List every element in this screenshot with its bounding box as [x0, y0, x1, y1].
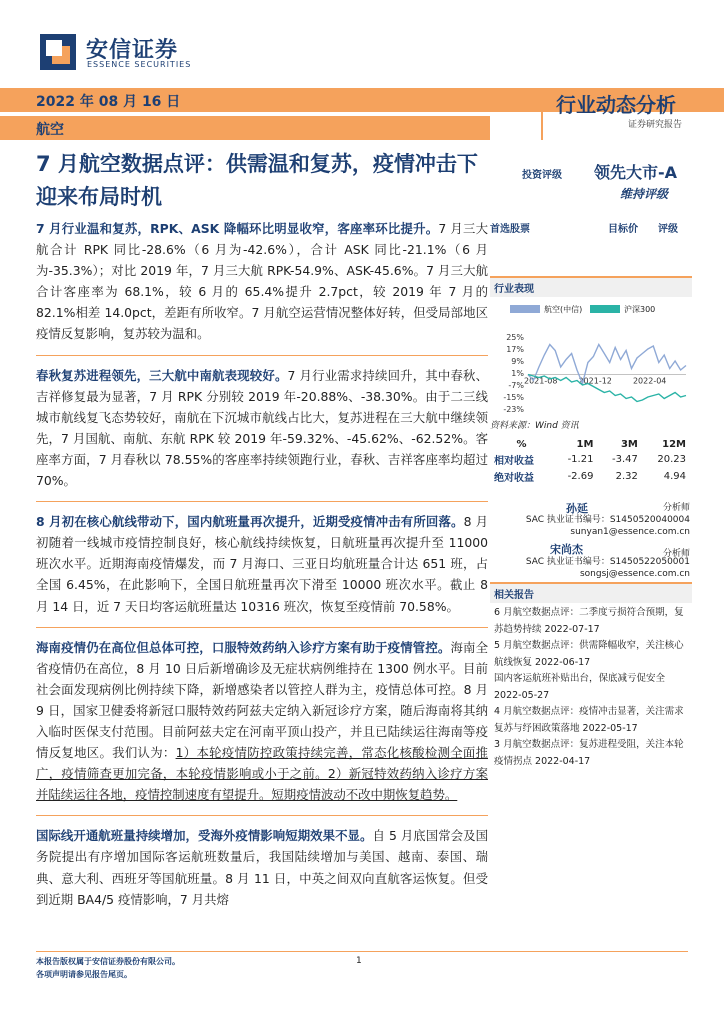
divider	[36, 815, 488, 816]
rating-value: 领先大市-A	[594, 163, 678, 182]
sector-label: 航空	[36, 122, 64, 138]
table-head: 12M	[662, 439, 686, 450]
footer-disclaimer	[36, 955, 180, 981]
report-subtype: 证券研究报告	[628, 120, 683, 130]
report-date: 2022 年 08 月 16 日	[36, 94, 181, 110]
cell: -3.47	[612, 454, 638, 465]
page-number: 1	[356, 956, 362, 966]
x-tick-label: 2022-04	[632, 376, 667, 386]
row-label: 绝对收益	[494, 473, 534, 484]
related-title: 相关报告	[490, 582, 692, 603]
y-tick-label: -7%	[508, 381, 524, 390]
table-row	[490, 451, 690, 468]
return-table-wrap	[490, 438, 700, 485]
analyst-title: 分析师	[662, 503, 690, 513]
rating-label: 投资评级	[522, 170, 562, 181]
brand-name-en: ESSENCE SECURITIES	[87, 60, 192, 69]
paragraph-2	[36, 365, 488, 492]
paragraph-lead: 7 月行业温和复苏，RPK、ASK 降幅环比明显收窄，客座率环比提升。	[36, 221, 439, 236]
paragraph-3	[36, 511, 488, 616]
stock-col-3: 评级	[658, 224, 678, 235]
analyst-email[interactable]: songsj@essence.com.cn	[579, 569, 690, 579]
paragraph-lead: 国际线开通航班量持续增加，受海外疫情影响短期效果不显。	[36, 828, 373, 844]
return-table	[490, 438, 690, 485]
y-tick-label: -15%	[503, 393, 524, 402]
rating-sub: 维持评级	[620, 187, 669, 201]
related-report-item[interactable]: 3 月航空数据点评：复苏进程受阻，关注本轮疫情拐点 2022-04-17	[494, 739, 684, 767]
main-body	[36, 218, 488, 922]
y-tick-label: 1%	[511, 369, 524, 378]
legend-label: 航空(中信)	[544, 305, 583, 314]
paragraph-lead: 海南疫情仍在高位但总体可控，口服特效药纳入诊疗方案有助于疫情管控。	[36, 639, 451, 655]
paragraph-text: 海南全省疫情仍在高位，8 月 10 日后新增确诊及无症状病例维持在 1300 例水平。目前社会面发现病例比例持续下降，新增感染者以管控人群为主，疫情总体可控。8 月 9 日，国家卫健委将新冠口服特效药阿兹夫定纳入新冠诊疗方案，随后海南将其纳入临时医保支付范围。目前阿兹夫定在河南平顶山投产，并且已陆续运往海南等疫情反复地区。我们认为：	[36, 639, 489, 761]
paragraph-text: 8 月初随着一线城市疫情控制良好，核心航线持续恢复，日航班量再次提升至 11000 班次水平。近期海南疫情爆发，而 7 月海口、三亚日均航班量合计达 651 班，占全国 6.45%，在此影响下，全国日航班量再次下滑至 10000 班次水平。截止 8 月 14 日，近 7 天日均客运航班量达 10316 班次，恢复至疫情前 70.58%。	[36, 514, 488, 614]
essence-logo-icon	[40, 34, 76, 70]
legend-label: 沪深300	[624, 305, 656, 314]
industry-performance-chart	[490, 297, 692, 415]
analyst-sac: SAC 执业证书编号：S1450522050001	[525, 557, 690, 567]
divider	[36, 627, 488, 628]
y-tick-label: 17%	[506, 345, 524, 354]
divider	[36, 355, 488, 356]
related-report-item[interactable]: 6 月航空数据点评：二季度亏损符合预期，复苏趋势持续 2022-07-17	[494, 607, 684, 635]
paragraph-1	[36, 218, 488, 345]
x-tick-label: 2021-12	[578, 376, 612, 386]
analyst-block	[490, 500, 690, 580]
analyst-name: 孙延	[566, 502, 588, 515]
cell: 2.32	[615, 471, 638, 482]
related-reports	[490, 582, 692, 772]
legend-swatch	[590, 305, 620, 313]
stock-col-1: 首选股票	[490, 224, 530, 235]
related-report-item[interactable]: 4 月航空数据点评：疫情冲击显著，关注需求复苏与纾困政策落地 2022-05-17	[494, 706, 684, 734]
stock-header	[490, 220, 700, 235]
table-head: %	[516, 439, 527, 450]
y-tick-label: 25%	[506, 333, 524, 342]
legend-swatch	[510, 305, 540, 313]
industry-performance-title: 行业表现	[490, 276, 692, 297]
sector-band	[0, 116, 490, 140]
header-divider	[541, 88, 543, 140]
paragraph-text: 自 5 月底国常会及国务院提出有序增加国际客运航班数量后，我国陆续增加与美国、越南、泰国、瑞典、意大利、西班牙等国航班量。8 月 11 日，中英之间双向直航客运恢复。但受到近期 BA4/5 疫情影响，7 月共熔	[36, 828, 488, 907]
footer-line-2: 各项声明请参见报告尾页。	[36, 970, 132, 979]
paragraph-4	[36, 637, 488, 806]
analyst-sac: SAC 执业证书编号：S1450520040004	[525, 515, 690, 525]
paragraph-lead: 春秋复苏进程领先，三大航中南航表现较好。	[36, 367, 288, 383]
table-head: 1M	[576, 439, 594, 450]
report-type: 行业动态分析	[556, 93, 676, 117]
paragraph-underlined: 1）本轮疫情防控政策持续完善，常态化核酸检测全面推广，疫情筛查更加完备，本轮疫情影响或小于之前。2）新冠特效药纳入诊疗方案并陆续运往各地，疫情控制速度有望提升。短期疫情波动不改中期恢复趋势。	[36, 745, 488, 803]
cell: -1.21	[567, 454, 594, 465]
brand-name: 安信证券	[86, 38, 179, 63]
analyst-email[interactable]: sunyan1@essence.com.cn	[570, 527, 690, 537]
row-label: 相对收益	[494, 456, 534, 467]
industry-performance-box	[490, 276, 692, 418]
paragraph-5	[36, 825, 488, 909]
analyst-title: 分析师	[662, 549, 690, 559]
x-tick-label: 2021-08	[524, 376, 558, 386]
divider	[36, 501, 488, 502]
stock-col-2: 目标价	[608, 224, 638, 235]
related-report-item[interactable]: 国内客运航班补贴出台，保底减亏促安全 2022-05-27	[494, 673, 666, 701]
table-row	[490, 468, 690, 485]
table-head: 3M	[620, 439, 638, 450]
paragraph-lead: 8 月初在核心航线带动下，国内航班量再次提升，近期受疫情冲击有所回落。	[36, 514, 464, 530]
footer-line-1: 本报告版权属于安信证券股份有限公司。	[36, 957, 180, 966]
chart-source: 资料来源：Wind 资讯	[490, 421, 579, 431]
cell: -2.69	[567, 471, 594, 482]
cell: 4.94	[663, 471, 686, 482]
y-tick-label: -23%	[503, 405, 524, 414]
related-report-item[interactable]: 5 月航空数据点评：供需降幅收窄，关注核心航线恢复 2022-06-17	[494, 640, 684, 668]
paragraph-text: 7 月三大航合计 RPK 同比-28.6%（6 月为-42.6%），合计 ASK 同比-21.1%（6 月为-35.3%）；对比 2019 年，7 月三大航 RPK-54.9%、ASK-45.6%。7 月三大航合计客座率为 68.1%，较 6 月的 65.4%提升 2.7pct，较 2019 年 7 月的 82.1%相差 14.0pct，差距有所收窄。7 月航空运营情况整体好转，但受局部地区疫情反复影响，复苏较为温和。	[36, 221, 489, 342]
paragraph-text: 7 月行业需求持续回升，其中春秋、吉祥修复最为显著，7 月 RPK 分别较 2019 年-20.88%、-38.30%。由于二三线城市航线复飞态势较好，南航在下沉城市航线占比大，复苏进程在三大航中继续领先，7 月国航、南航、东航 RPK 较 2019 年-59.32%、-45.62%、-62.52%。客座率方面，7 月春秋以 78.55%的客座率持续领跑行业，春秋、吉祥客座率均超过 70%。	[36, 367, 488, 489]
report-title: 7 月航空数据点评：供需温和复苏，疫情冲击下迎来布局时机	[36, 152, 478, 209]
footer-divider	[36, 951, 688, 952]
y-tick-label: 9%	[511, 357, 524, 366]
cell: 20.23	[657, 454, 686, 465]
analyst-name: 宋尚杰	[550, 543, 583, 556]
